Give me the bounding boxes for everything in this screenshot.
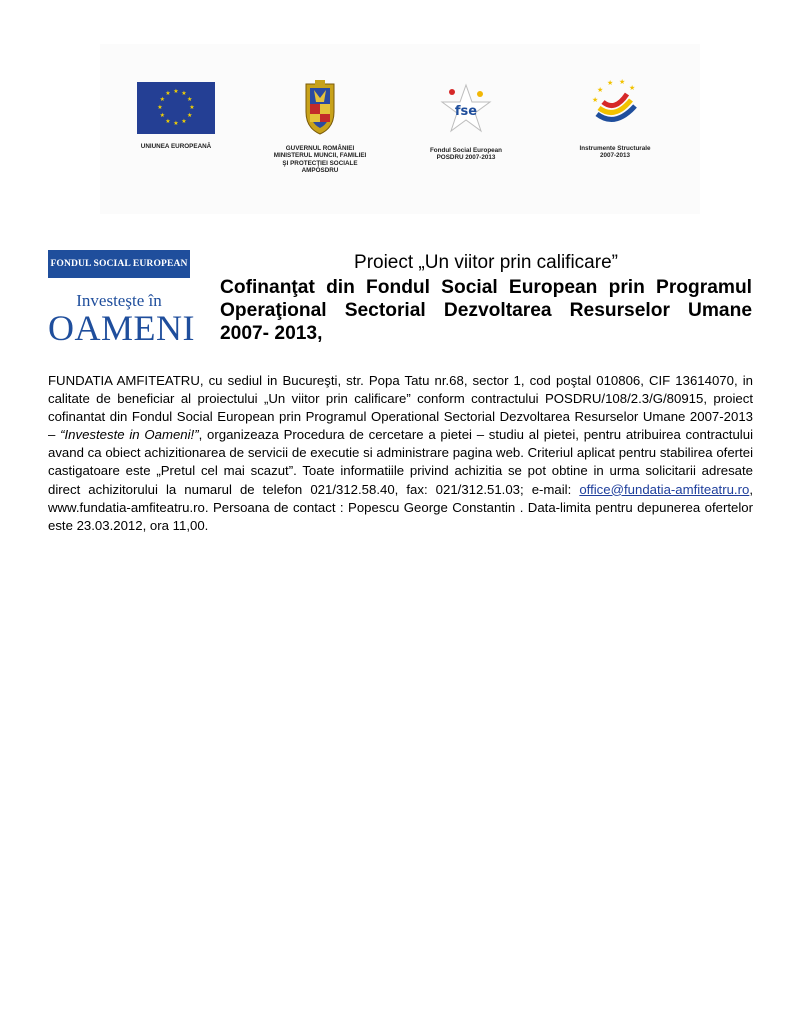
- svg-text:★: ★: [173, 88, 179, 95]
- fse-bar: FONDUL SOCIAL EUROPEAN: [48, 250, 190, 278]
- svg-text:★: ★: [607, 79, 614, 87]
- fse-panel: [48, 250, 195, 348]
- structural-instruments-icon: [585, 76, 645, 136]
- cofinancing-title: Cofinanţat din Fondul Social European prin Programul Operaţional Sectorial Dezvoltarea Resurselor Umane 2007- 2013,: [220, 277, 752, 344]
- fse-star-icon: [438, 82, 494, 138]
- svg-text:★: ★: [187, 112, 193, 119]
- announcement-text: [48, 372, 753, 535]
- coat-of-arms-icon: [298, 80, 342, 136]
- svg-text:★: ★: [592, 96, 599, 104]
- svg-text:★: ★: [159, 96, 165, 103]
- body-slogan: “Investeste in Oameni!”: [60, 427, 199, 443]
- project-title: Proiect „Un viitor prin calificare”: [354, 252, 618, 273]
- gov-logo: [255, 80, 385, 175]
- svg-text:★: ★: [629, 84, 636, 92]
- svg-text:★: ★: [165, 117, 171, 125]
- logo-band: [100, 44, 700, 214]
- eu-logo: [120, 82, 232, 150]
- org-name: FUNDATIA AMFITEATRU,: [48, 373, 204, 388]
- eu-flag-icon: [137, 82, 215, 134]
- svg-text:★: ★: [597, 86, 604, 94]
- fse-logo: [400, 82, 532, 162]
- body-part-3: , www.fundatia-amfiteatru.ro. Persoana de contact : Popescu George Constantin . Data-limita pentru depunerea ofertelor este 23.03.2012, ora 11,00.: [48, 481, 753, 533]
- is-caption: Instrumente Structurale 2007-2013: [579, 145, 651, 160]
- svg-text:★: ★: [173, 120, 179, 127]
- eu-caption: UNIUNEA EUROPEANĂ: [140, 143, 212, 150]
- svg-text:★: ★: [187, 96, 193, 103]
- svg-text:★: ★: [181, 90, 187, 98]
- gov-caption: GUVERNUL ROMÂNIEI MINISTERUL MUNCII, FAMILIEI ŞI PROTECŢIEI SOCIALE AMPOSDRU: [273, 145, 367, 175]
- svg-text:★: ★: [159, 112, 165, 119]
- is-logo: [550, 76, 680, 160]
- body-part-2: , organizeaza Procedura de cercetare a pietei – studiu al pietei, pentru atribuirea contractului avand ca obiect achizitionarea de servicii de executie si administrare pagina web. Criteriul aplicat pentru stabilirea ofertei castigatoare este „Pretul cel mai scazut”. Toate informatiile privind achizitia se pot obtine in urma solicitarii adresate direct achizitorului la numarul de telefon 021/312.58.40, fax: 021/312.51.03; e-mail:: [48, 427, 753, 497]
- svg-text:★: ★: [619, 78, 626, 86]
- svg-text:★: ★: [157, 104, 163, 111]
- body-part-1: cu sediul in Bucureşti, str. Popa Tatu nr.68, sector 1, cod poştal 010806, CIF 13614070, in calitate de beneficiar al proiectului „Un viitor prin calificare” conform contractului POSDRU/108/2.3/G/80915, proiect cofinantat din Fondul Social European prin Programul Operational Sectorial Dezvoltarea Resurselor Umane 2007-2013 –: [48, 373, 753, 443]
- title-block: [220, 252, 752, 345]
- svg-text:★: ★: [181, 117, 187, 125]
- svg-text:★: ★: [189, 104, 195, 111]
- slogan-top: Investeşte în: [76, 291, 162, 310]
- fse-caption: Fondul Social European POSDRU 2007-2013: [429, 147, 503, 162]
- svg-text:★: ★: [165, 90, 171, 98]
- svg-text:fse: fse: [454, 104, 478, 119]
- slogan-oameni: OAMENI: [48, 308, 195, 348]
- email-link[interactable]: office@fundatia-amfiteatru.ro: [579, 481, 750, 497]
